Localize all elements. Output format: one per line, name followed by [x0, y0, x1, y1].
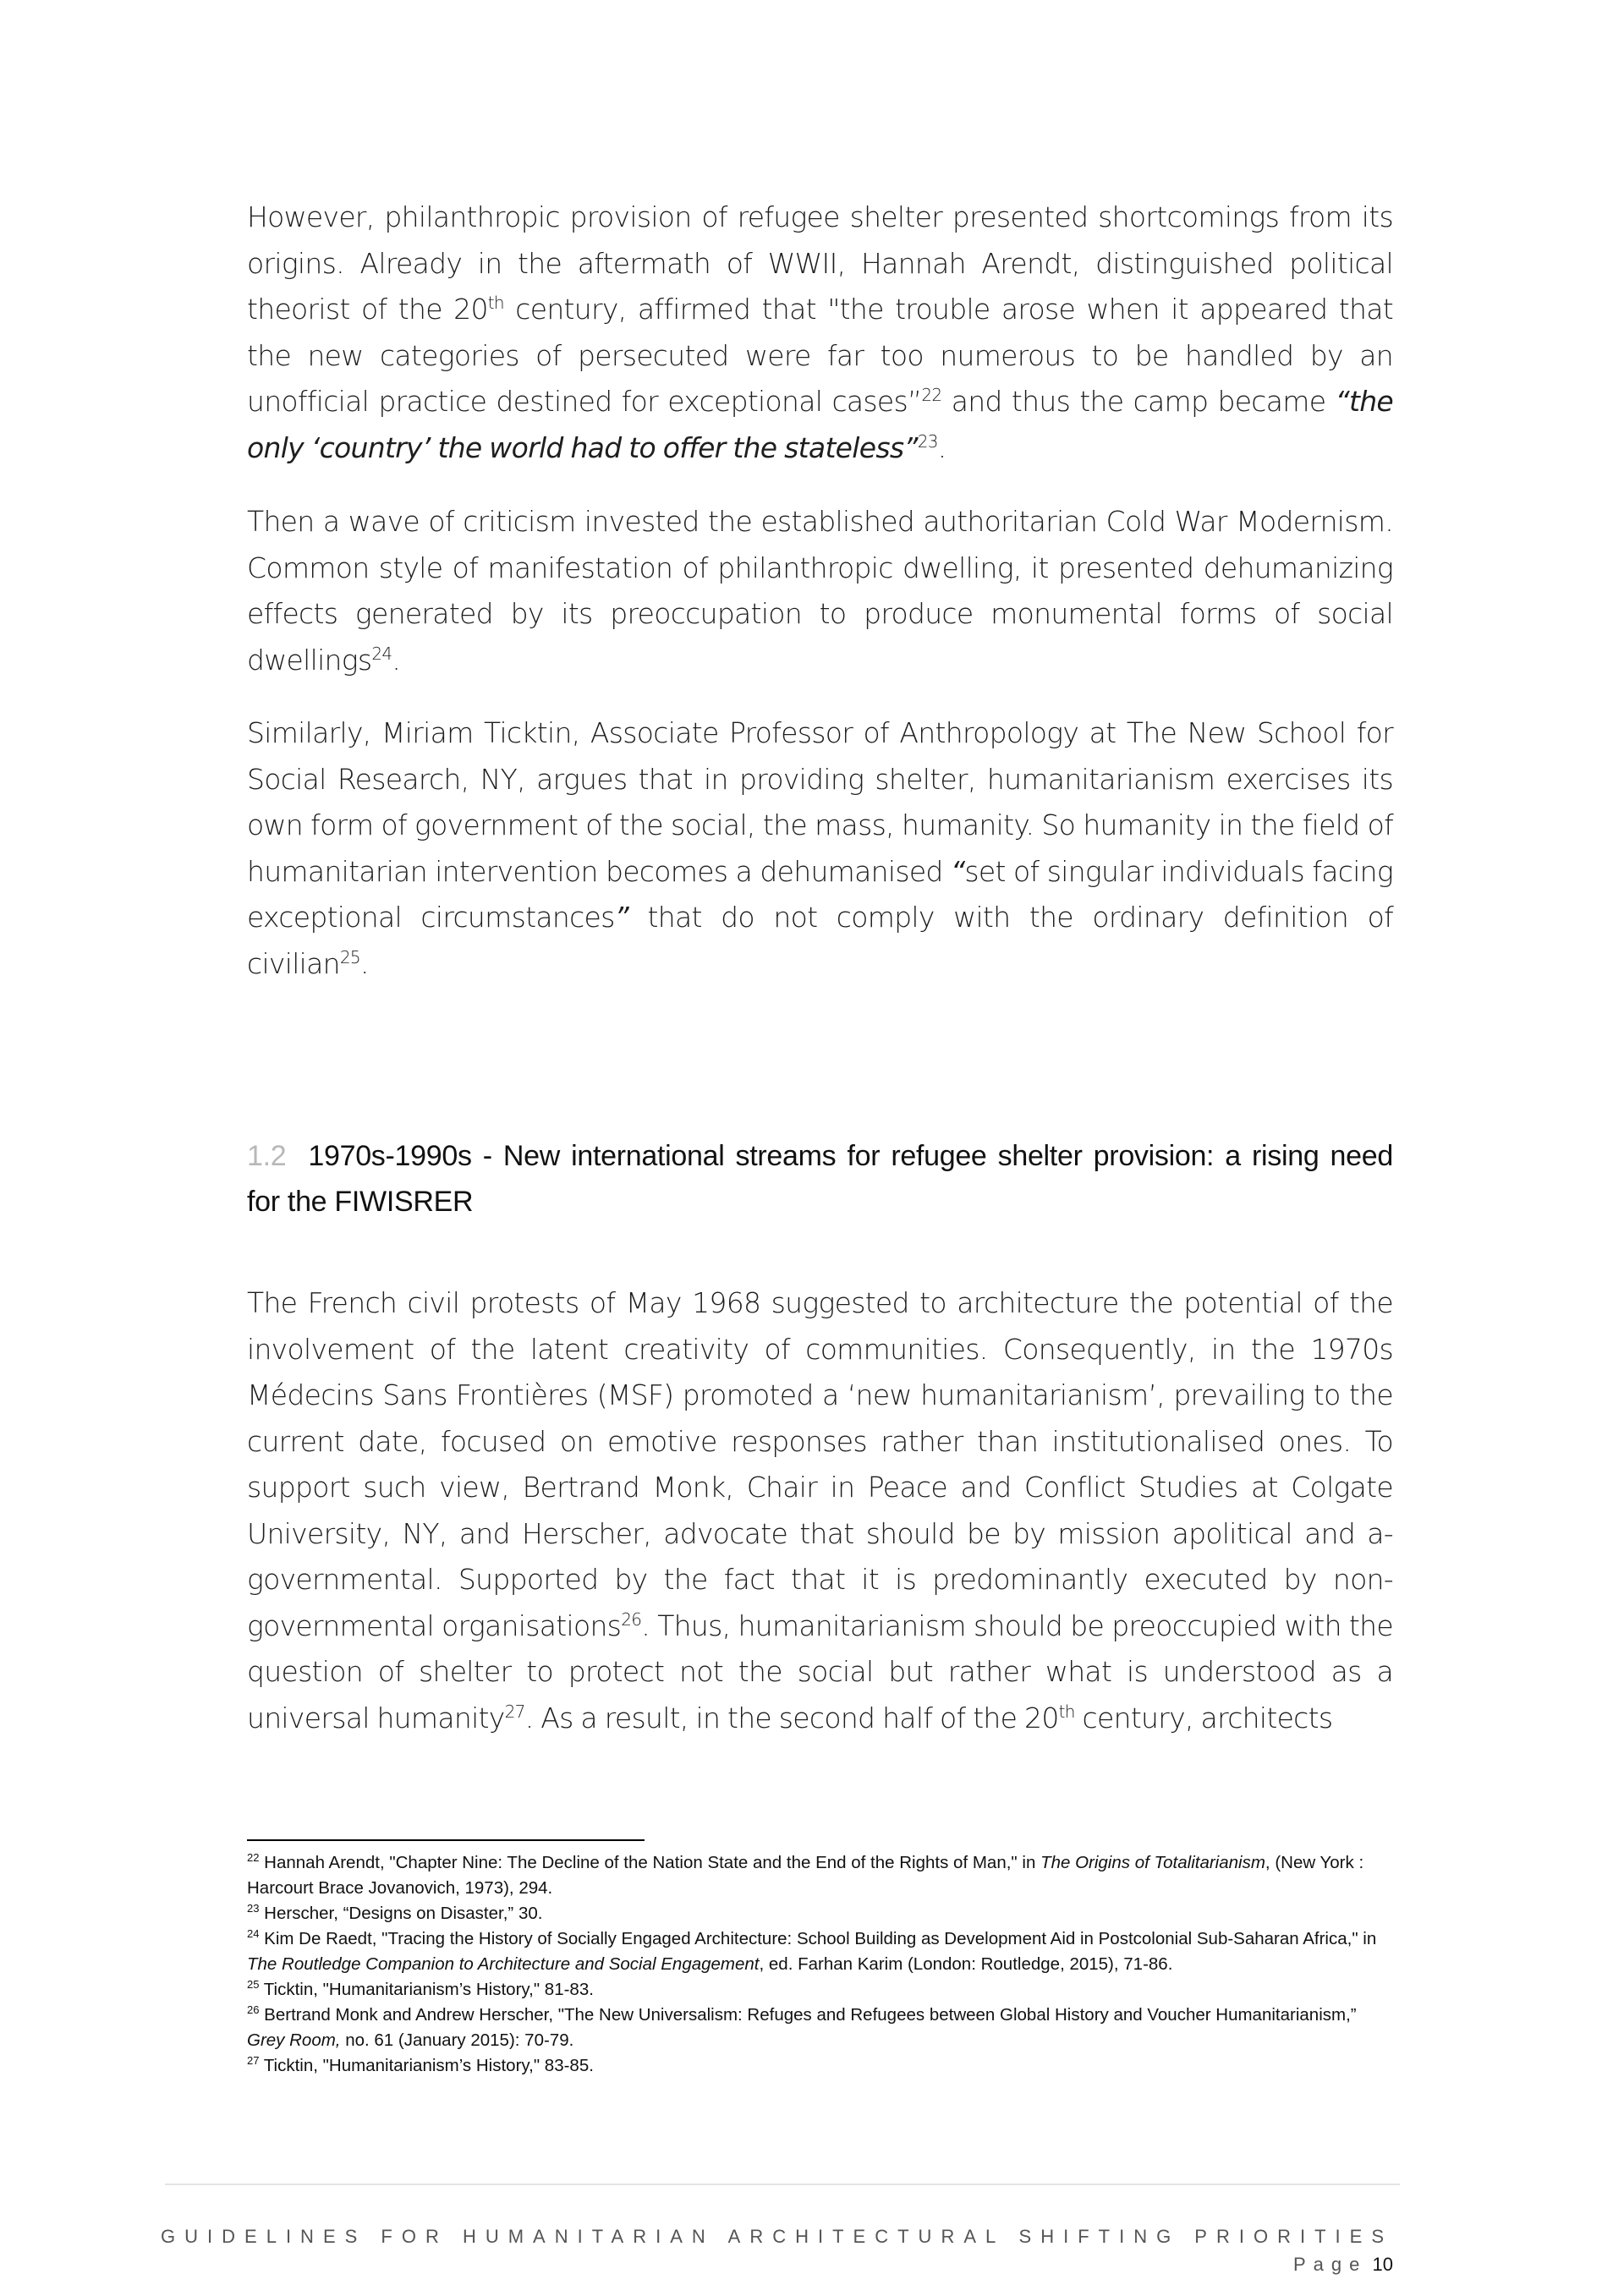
text-run: century, affirmed that "the trouble arose when it appeared that the new categories of persecuted were far too numerous to be handled by an unofficial practice destined for exceptional cases”: [247, 293, 1393, 418]
citation-title: Grey Room,: [247, 2030, 341, 2050]
footnote-text: Bertrand Monk and Andrew Herscher, "The New Universalism: Refuges and Refugees between Global History and Voucher Humanitarianism,”: [264, 2005, 1357, 2025]
footnote-text: , (New York : Harcourt Brace Jovanovich, 1973), 294.: [247, 1853, 1364, 1898]
footer-separator: [165, 2184, 1400, 2185]
footnote-number: 27: [247, 2054, 260, 2068]
footnote-ref-22[interactable]: 22: [921, 385, 942, 405]
text-run: Similarly, Miriam Ticktin, Associate Professor of Anthropology at The New School for Social Research, NY, argues that in providing shelter, humanitarianism exercises its own form of government of the social, the mass, humanity. So humanity in the field of humanitarian intervention becomes a dehumanised: [247, 716, 1393, 888]
body-paragraph-cold-war-modernism: [247, 499, 1393, 706]
body-paragraph-new-humanitarianism: [247, 1280, 1393, 1764]
superscript-ordinal: th: [487, 293, 504, 313]
text-run: However, philanthropic provision of refugee shelter presented shortcomings from its origins. Already in the aftermath of WWII, Hannah Arendt, distinguished political theorist of the 20: [247, 200, 1393, 326]
footnote-number: 24: [247, 1927, 260, 1941]
text-run: . As a result, in the second half of the 20: [524, 1701, 1059, 1734]
citation-title: The Routledge Companion to Architecture and Social Engagement: [247, 1954, 760, 1974]
footnote-23: [247, 1901, 1393, 1926]
footnote-number: 26: [247, 2003, 260, 2017]
body-paragraph-arendt: [247, 195, 1393, 494]
footnote-26: [247, 2003, 1393, 2053]
footnote-24: [247, 1926, 1393, 1977]
text-run: The French civil protests of May 1968 suggested to architecture the potential of the involvement of the latent creativity of communities. Consequently, in the 1970s Médecins Sans Frontières (MSF) promoted a ‘new humanitarianism’, prevailing to the current date, focused on emotive responses rather than institutionalised ones. To support such view, Bertrand Monk, Chair in Peace and Conflict Studies at Colgate University, NY, and Herscher, advocate that should be by mission apolitical and a-governmental. Supported by the fact that it is predominantly executed by non-governmental organisations: [247, 1286, 1393, 1642]
footnote-number: 25: [247, 1978, 260, 1992]
footnote-text: Ticktin, "Humanitarianism’s History," 81-83.: [263, 1980, 594, 1999]
quotation: set of singular individuals facing exceptional circumstances: [247, 854, 1393, 934]
page-number-label: [1293, 2254, 1393, 2276]
text-run: century, architects: [1074, 1701, 1333, 1734]
footnote-27: [247, 2053, 1393, 2079]
footnotes: [247, 1850, 1393, 2079]
citation-title: The Origins of Totalitarianism: [1040, 1853, 1265, 1872]
superscript-ordinal: th: [1058, 1701, 1075, 1722]
footnote-text: Hannah Arendt, "Chapter Nine: The Decline of the Nation State and the End of the Rights of Man," in: [264, 1853, 1041, 1872]
footnote-text: , ed. Farhan Karim (London: Routledge, 2015), 71-86.: [759, 1954, 1173, 1974]
page-number: 10: [1372, 2254, 1393, 2275]
footnote-25: [247, 1977, 1393, 2003]
footnote-22: [247, 1850, 1393, 1901]
text-run: and thus the camp became: [941, 385, 1336, 418]
running-title: GUIDELINES FOR HUMANITARIAN ARCHITECTURAL SHIFTING PRIORITIES: [161, 2226, 1393, 2247]
footnote-ref-24[interactable]: 24: [371, 643, 392, 664]
text-run: .: [392, 643, 401, 677]
quotation: “the only ‘country’ the world had to offer the stateless”: [247, 385, 1394, 464]
footnote-text: Ticktin, "Humanitarianism’s History," 83-85.: [263, 2056, 594, 2075]
footnote-text: Kim De Raedt, "Tracing the History of Socially Engaged Architecture: School Building as Development Aid in Postcolonial Sub-Saharan Africa," in: [264, 1929, 1377, 1948]
footnote-ref-26[interactable]: 26: [621, 1608, 642, 1630]
footnote-text: no. 61 (January 2015): 70-79.: [340, 2030, 574, 2050]
footnote-number: 22: [247, 1851, 260, 1865]
section-title: 1970s-1990s - New international streams for refugee shelter provision: a rising need for the FIWISRER: [247, 1140, 1393, 1218]
text-run: that do not comply with the ordinary definition of civilian: [247, 901, 1393, 980]
footnote-ref-27[interactable]: 27: [504, 1701, 525, 1722]
footnote-ref-23[interactable]: 23: [917, 430, 938, 452]
quote-mark: ”: [614, 901, 629, 934]
body-paragraph-ticktin: [247, 710, 1393, 1010]
text-run: .: [937, 430, 946, 464]
text-run: . Thus, humanitarianism should be preoccupied with the question of shelter to protect not the social but rather what is understood as a universal humanity: [247, 1608, 1393, 1734]
quote-mark: “: [950, 854, 965, 888]
footnote-separator: [247, 1839, 645, 1841]
section-number: 1.2: [247, 1140, 287, 1172]
page-word: Page: [1293, 2254, 1368, 2275]
section-heading: [247, 1133, 1393, 1225]
text-run: .: [359, 946, 369, 980]
footnote-text: Herscher, “Designs on Disaster,” 30.: [264, 1904, 543, 1923]
footnote-ref-25[interactable]: 25: [339, 946, 360, 967]
footnote-number: 23: [247, 1902, 260, 1915]
text-run: Then a wave of criticism invested the established authoritarian Cold War Modernism. Common style of manifestation of philanthropic dwelling, it presented dehumanizing effects generated by its preoccupation to produce monumental forms of social dwellings: [247, 505, 1393, 677]
